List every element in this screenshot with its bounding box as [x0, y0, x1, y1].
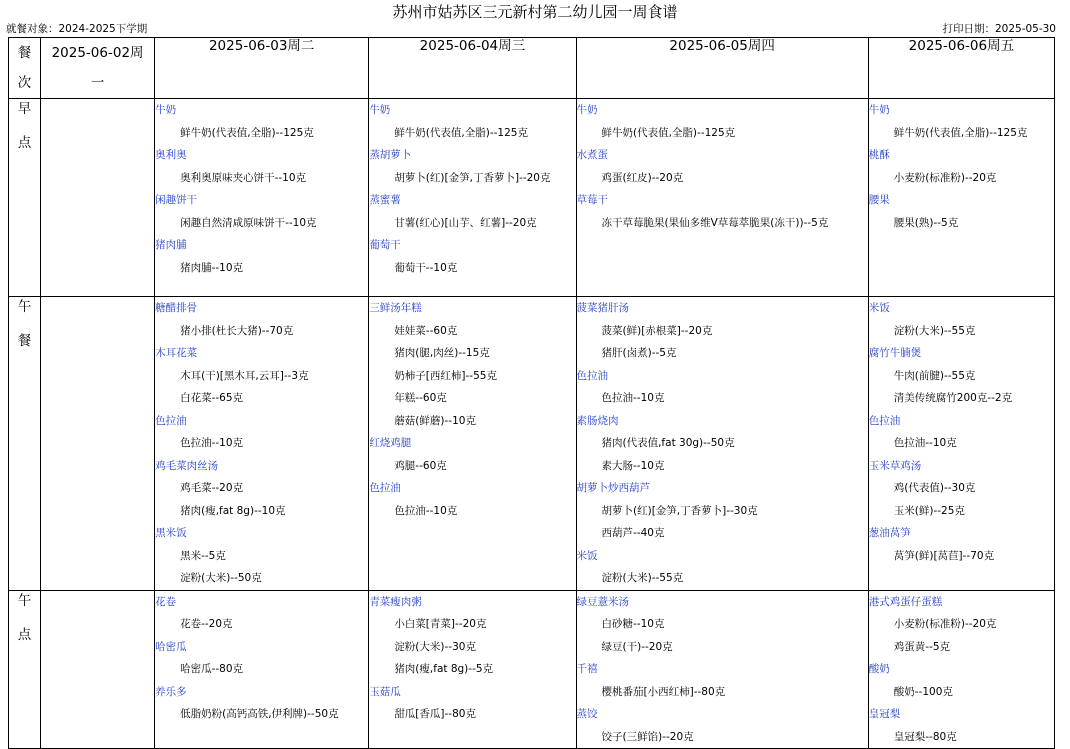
day-meal-cell — [868, 590, 1054, 749]
dish-name: 皇冠梨 — [868, 708, 901, 720]
ingredient: 奥利奥原味夹心饼干--10克 — [180, 171, 307, 184]
meal-name-char: 餐 — [17, 333, 32, 349]
ingredient: 鲜牛奶(代表值,全脂)--125克 — [180, 126, 314, 139]
dish-name: 米饭 — [868, 302, 890, 314]
meal-name — [9, 297, 41, 591]
ingredient: 猪肉脯--10克 — [180, 261, 244, 274]
ingredient: 葡萄干--10克 — [394, 261, 458, 274]
dish-name: 水煮蛋 — [576, 149, 608, 161]
meal-name-char: 早 — [17, 101, 32, 117]
ingredient: 花卷--20克 — [180, 618, 233, 630]
ingredient: 鲜牛奶(代表值,全脂)--125克 — [601, 126, 736, 139]
dish-name: 蒸饺 — [576, 708, 598, 720]
dish-name: 米饭 — [576, 549, 598, 562]
day-meal-cell — [369, 297, 576, 591]
corner-char: 餐 — [17, 45, 32, 61]
day-meal-cell — [369, 99, 576, 297]
ingredient: 年糕--60克 — [394, 392, 447, 404]
dish-name: 花卷 — [155, 595, 177, 608]
ingredient: 猪肉(瘦,fat 8g)--5克 — [394, 663, 494, 675]
ingredient: 蘑菇(鲜蘑)--10克 — [394, 414, 476, 427]
ingredient: 小白菜[青菜]--20克 — [394, 618, 487, 630]
day-header: 2025-06-03周二 — [155, 38, 369, 99]
day-meal-cell — [155, 99, 369, 297]
ingredient: 鸡毛菜--20克 — [180, 482, 244, 494]
meal-name — [9, 590, 41, 749]
ingredient: 奶柿子[西红柿]--55克 — [394, 369, 497, 382]
dish-name: 鸡毛菜肉丝汤 — [155, 459, 219, 472]
day-header: 2025-06-04周三 — [369, 38, 576, 99]
dish-name: 青菜瘦肉粥 — [369, 595, 422, 608]
dish-name: 蒸蜜薯 — [369, 194, 401, 206]
ingredient: 胡萝卜(红)[金笋,丁香萝卜]--20克 — [394, 171, 551, 184]
ingredient: 鸡(代表值)--30克 — [893, 482, 976, 494]
dish-name: 桃酥 — [868, 149, 890, 161]
ingredient: 白花菜--65克 — [180, 392, 244, 404]
meal-row — [9, 99, 1055, 297]
dish-name: 绿豆薏米汤 — [576, 595, 629, 608]
dish-name: 牛奶 — [868, 104, 890, 116]
ingredient: 素大肠--10克 — [601, 459, 665, 472]
ingredient: 色拉油--10克 — [394, 504, 458, 517]
day-meal-cell — [155, 297, 369, 591]
day-meal-cell — [576, 590, 868, 749]
ingredient: 鸡蛋黄--5克 — [893, 640, 951, 653]
ingredient: 玉米(鲜)--25克 — [893, 504, 965, 517]
dish-name: 木耳花菜 — [155, 347, 198, 359]
day-header: 2025-06-02周一 — [41, 38, 155, 99]
ingredient: 猪小排(杜长大猪)--70克 — [180, 324, 294, 337]
dish-name: 色拉油 — [155, 414, 187, 427]
day-meal-cell — [576, 99, 868, 297]
dish-name: 腰果 — [868, 194, 890, 206]
menu-title: 苏州市姑苏区三元新村第二幼儿园一周食谱 — [392, 3, 678, 21]
ingredient: 哈密瓜--80克 — [180, 663, 244, 675]
ingredient: 鲜牛奶(代表值,全脂)--125克 — [394, 126, 528, 139]
ingredient: 猪肉(腿,肉丝)--15克 — [394, 347, 490, 359]
ingredient: 菠菜(鲜)[赤根菜]--20克 — [601, 324, 713, 337]
day-meal-cell — [41, 99, 155, 297]
dish-name: 千禧 — [576, 663, 598, 675]
dish-name: 牛奶 — [576, 104, 598, 116]
dish-name: 色拉油 — [369, 482, 401, 494]
ingredient: 甜瓜[香瓜]--80克 — [394, 708, 476, 720]
dish-name: 玉菇瓜 — [369, 685, 401, 698]
dish-name: 菠菜猪肝汤 — [576, 302, 629, 314]
ingredient: 小麦粉(标准粉)--20克 — [893, 171, 997, 184]
header-row — [9, 38, 1055, 99]
ingredient: 淀粉(大米)--55克 — [601, 572, 684, 584]
day-meal-cell — [369, 590, 576, 749]
ingredient: 低脂奶粉(高钙高铁,伊利牌)--50克 — [180, 708, 339, 720]
meal-name-char: 午 — [17, 299, 32, 315]
dish-name: 糖醋排骨 — [155, 302, 198, 314]
dish-name: 红烧鸡腿 — [369, 437, 412, 449]
ingredient: 猪肉(代表值,fat 30g)--50克 — [601, 437, 735, 449]
ingredient: 色拉油--10克 — [180, 437, 244, 449]
day-meal-cell — [155, 590, 369, 749]
day-meal-cell — [41, 297, 155, 591]
ingredient: 绿豆(干)--20克 — [601, 640, 673, 653]
ingredient: 饺子(三鲜馅)--20克 — [601, 730, 694, 743]
meal-name-char: 午 — [17, 592, 32, 609]
day-meal-cell — [868, 297, 1054, 591]
dish-name: 素肠烧肉 — [576, 414, 619, 427]
ingredient: 腰果(熟)--5克 — [893, 216, 959, 229]
ingredient: 白砂糖--10克 — [601, 618, 665, 630]
ingredient: 冻干草莓脆果(果仙多维V草莓萃脆果(冻干))--5克 — [601, 216, 829, 229]
ingredient: 淀粉(大米)--55克 — [893, 324, 976, 337]
day-meal-cell — [868, 99, 1054, 297]
corner-char: 次 — [17, 75, 32, 91]
ingredient: 鸡蛋(红皮)--20克 — [601, 171, 684, 184]
ingredient: 淀粉(大米)--50克 — [180, 572, 262, 584]
dish-name: 黑米饭 — [155, 527, 187, 539]
ingredient: 鸡腿--60克 — [394, 459, 447, 472]
ingredient: 黑米--5克 — [180, 549, 226, 562]
ingredient: 木耳(干)[黑木耳,云耳]--3克 — [180, 369, 309, 382]
day-header: 2025-06-05周四 — [576, 38, 868, 99]
dish-name: 草莓干 — [576, 194, 608, 206]
ingredient: 酸奶--100克 — [893, 685, 953, 698]
dish-name: 闲趣饼干 — [155, 194, 198, 206]
meal-name-char: 点 — [17, 135, 32, 151]
ingredient: 西葫芦--40克 — [601, 527, 665, 539]
dish-name: 三鲜汤年糕 — [369, 302, 422, 314]
dish-name: 港式鸡蛋仔蛋糕 — [868, 595, 943, 608]
ingredient: 莴笋(鲜)[莴苣]--70克 — [893, 549, 995, 562]
ingredient: 皇冠梨--80克 — [893, 730, 957, 743]
ingredient: 猪肉(瘦,fat 8g)--10克 — [180, 504, 286, 517]
ingredient: 小麦粉(标准粉)--20克 — [893, 618, 997, 630]
ingredient: 鲜牛奶(代表值,全脂)--125克 — [893, 126, 1028, 139]
ingredient: 娃娃菜--60克 — [394, 324, 458, 337]
dish-name: 色拉油 — [576, 369, 608, 382]
meal-row — [9, 590, 1055, 749]
dish-name: 葡萄干 — [369, 239, 401, 251]
dish-name: 蒸胡萝卜 — [369, 149, 412, 161]
dish-name: 酸奶 — [868, 663, 890, 675]
meal-name-char: 点 — [17, 626, 32, 643]
dish-name: 玉米草鸡汤 — [868, 459, 922, 472]
print-date: 打印日期：2025-05-30 — [942, 23, 1056, 35]
dish-name: 养乐多 — [155, 685, 187, 698]
day-meal-cell — [576, 297, 868, 591]
day-meal-cell — [41, 590, 155, 749]
ingredient: 闲趣自然清咸原味饼干--10克 — [180, 216, 317, 229]
ingredient: 清美传统腐竹200克--2克 — [893, 392, 1013, 404]
dish-name: 腐竹牛腩煲 — [868, 347, 922, 359]
audience-label: 就餐对象：2024-2025下学期 — [6, 23, 148, 35]
dish-name: 色拉油 — [868, 414, 901, 427]
dish-name: 葱油莴笋 — [868, 527, 911, 539]
dish-name: 哈密瓜 — [155, 640, 187, 653]
dish-name: 牛奶 — [369, 104, 391, 116]
ingredient: 猪肝(卤煮)--5克 — [601, 347, 677, 359]
dish-name: 猪肉脯 — [155, 239, 187, 251]
ingredient: 色拉油--10克 — [893, 437, 957, 449]
weekly-menu-table — [8, 37, 1055, 749]
ingredient: 牛肉(前腱)--55克 — [893, 369, 976, 382]
ingredient: 樱桃番茄[小西红柿]--80克 — [601, 685, 726, 698]
meal-name — [9, 99, 41, 297]
ingredient: 胡萝卜(红)[金笋,丁香萝卜]--30克 — [601, 504, 758, 517]
dish-name: 牛奶 — [155, 104, 177, 116]
meal-column-header — [9, 38, 41, 99]
dish-name: 胡萝卜炒西葫芦 — [576, 482, 650, 494]
ingredient: 淀粉(大米)--30克 — [394, 640, 476, 653]
dish-name: 奥利奥 — [155, 149, 187, 161]
day-header: 2025-06-06周五 — [868, 38, 1054, 99]
meal-row — [9, 297, 1055, 591]
ingredient: 甘薯(红心)[山芋、红薯]--20克 — [394, 216, 537, 229]
ingredient: 色拉油--10克 — [601, 392, 665, 404]
